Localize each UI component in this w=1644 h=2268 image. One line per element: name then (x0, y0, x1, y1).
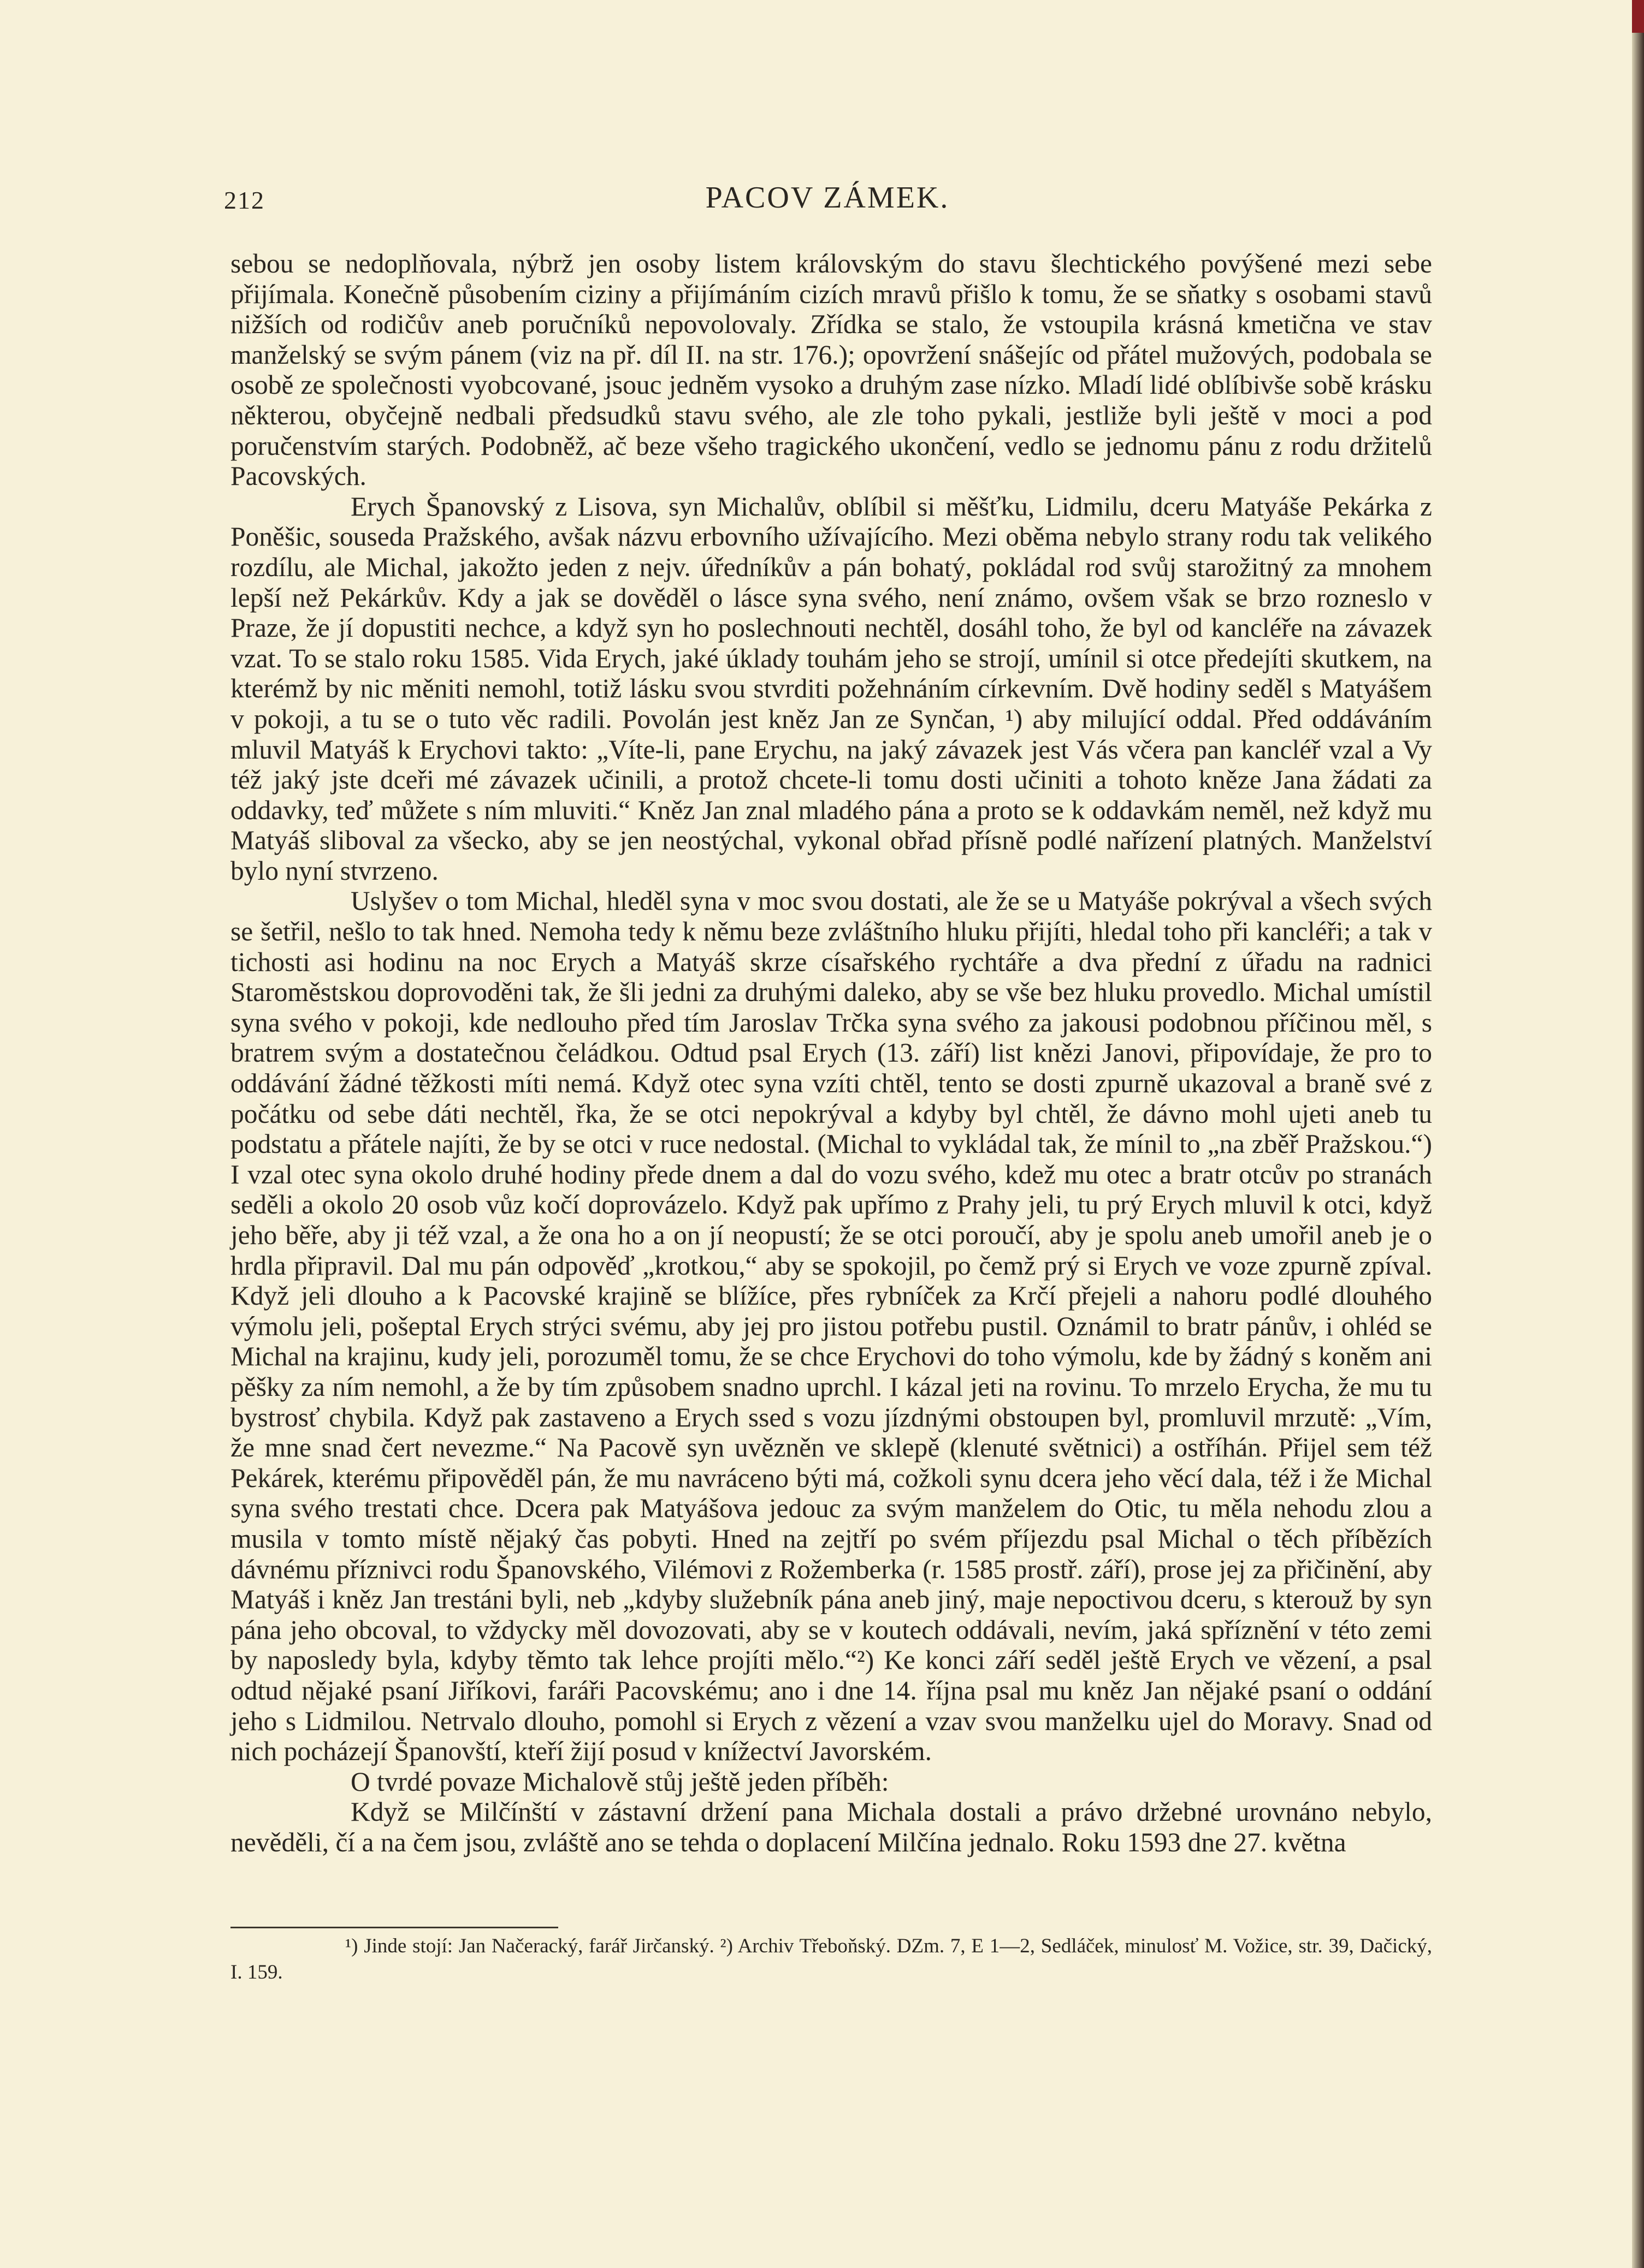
page-header (224, 180, 1431, 224)
footnote-text: ¹) Jinde stojí: Jan Načeracký, farář Jirčanský. ²) Archiv Třeboňský. DZm. 7, E 1—2, Sedláček, minulosť M. Vožice, str. 39, Dačický, I. 159. (230, 1935, 1432, 1983)
footnote-divider (230, 1927, 558, 1928)
paragraph-5: Když se Milčínští v zástavní držení pana Michala dostali a právo držebné urovnáno nebylo, nevěděli, čí a na čem jsou, zvláště ano se tehda o doplacení Milčína jednalo. Roku 1593 dne 27. května (230, 1797, 1432, 1857)
page-number: 212 (224, 186, 265, 214)
paragraph-1: sebou se nedoplňovala, nýbrž jen osoby listem královským do stavu šlechtického povýšené mezi sebe přijímala. Konečně působením ciziny a přijímáním cizích mravů přišlo k tomu, že se sňatky s osobami stavů nižších od rodičův aneb poručníků nepovolovaly. Zřídka se stalo, že vstoupila krásná kmetična ve stav manželský se svým pánem (viz na př. díl II. na str. 176.); opovržení snášejíc od přátel mužových, podobala se osobě ze společnosti vyobcované, jsouc jedněm vysoko a druhým zase nízko. Mladí lidé oblíbivše sobě krásku některou, obyčejně nedbali předsudků stavu svého, ale zle toho pykali, jestliže byli ještě v moci a pod poručenstvím starých. Podobněž, ač beze všeho tragického ukončení, vedlo se jednomu pánu z rodu držitelů Pacovských. (230, 248, 1432, 492)
book-page-edge (1632, 0, 1644, 2268)
footnotes (230, 1933, 1432, 1986)
paragraph-4: O tvrdé povaze Michalově stůj ještě jeden příběh: (351, 1766, 889, 1797)
bookmark-ribbon (1632, 0, 1644, 33)
paragraph-2: Erych Španovský z Lisova, syn Michalův, oblíbil si měšťku, Lidmilu, dceru Matyáše Pekárka z Poněšic, souseda Pražského, avšak názvu erbovního užívajícího. Mezi oběma nebylo strany rodu tak velikého rozdílu, ale Michal, jakožto jeden z nejv. úředníkův a pán bohatý, pokládal rod svůj starožitný za mnohem lepší než Pekárkův. Kdy a jak se dověděl o lásce syna svého, není známo, ovšem však se brzo rozneslo v Praze, že jí dopustiti nechce, a když syn ho poslechnouti nechtěl, dosáhl toho, že byl od kancléře na závazek vzat. To se stalo roku 1585. Vida Erych, jaké úklady touhám jeho se strojí, umínil si otce předejíti skutkem, na kterémž by nic měniti nemohl, totiž lásku svou stvrditi požehnáním církevním. Dvě hodiny seděl s Matyášem v pokoji, a tu se o tuto věc radili. Povolán jest kněz Jan ze Synčan, ¹) aby milující oddal. Před oddáváním mluvil Matyáš k Erychovi takto: „Víte-li, pane Erychu, na jaký závazek jest Vás včera pan kancléř vzal a Vy též jaký jste dceři mé závazek učinili, a protož chcete-li tomu dosti učiniti a tohoto kněze Jana žádati za oddavky, teď můžete s ním mluviti.“ Kněz Jan znal mladého pána a proto se k oddavkám neměl, než když mu Matyáš sliboval za všecko, aby se jen neostýchal, vykonal obřad přísně podlé nařízení platných. Manželství bylo nyní stvrzeno. (230, 491, 1432, 886)
body-text (230, 248, 1432, 1857)
paragraph-3: Uslyšev o tom Michal, hleděl syna v moc svou dostati, ale že se u Matyáše pokrýval a všech svých se šetřil, nešlo to tak hned. Nemoha tedy k němu beze zvláštního hluku přijíti, hledal toho při kancléři; a tak v tichosti asi hodinu na noc Erych a Matyáš skrze císařského rychtáře a dva přední z úřadu na radnici Staroměstskou doprovoděni tak, že šli jedni za druhými daleko, aby se vše bez hluku provedlo. Michal umístil syna svého v pokoji, kde nedlouho před tím Jaroslav Trčka syna svého za jakousi podobnou příčinou měl, s bratrem svým a dostatečnou čeládkou. Odtud psal Erych (13. září) list knězi Janovi, připovídaje, že pro to oddávání žádné těžkosti míti nemá. Když otec syna vzíti chtěl, tento se dosti zpurně ukazoval a braně své z počátku od sebe dáti nechtěl, řka, že se otci nepokrýval a kdyby byl chtěl, že dávno mohl ujeti aneb tu podstatu a přátele najíti, že by se otci v ruce nedostal. (Michal to vykládal tak, že mínil to „na zběř Pražskou.“) I vzal otec syna okolo druhé hodiny přede dnem a dal do vozu svého, kdež mu otec a bratr otcův po stranách seděli a okolo 20 osob vůz kočí doprovázelo. Když pak upřímo z Prahy jeli, tu prý Erych mluvil k otci, když jeho běře, aby ji též vzal, a že ona ho a on jí neopustí; že se otci poroučí, aby je spolu aneb umořil aneb je o hrdla připravil. Dal mu pán odpověď „krotkou,“ aby se spokojil, po čemž prý si Erych ve voze zpurně zpíval. Když jeli dlouho a k Pacovské krajině se blížíce, přes rybníček za Krčí přejeli a nahoru podlé dlouhého výmolu jeli, pošeptal Erych strýci svému, aby jej pro jistou potřebu pustil. Oznámil to bratr pánův, i ohléd se Michal na krajinu, kudy jeli, porozuměl tomu, že se chce Erychovi do toho výmolu, kde by žádný s koněm ani pěšky za ním nemohl, a že by tím způsobem snadno uprchl. I kázal jeti na rovinu. To mrzelo Erycha, že mu tu bystrosť chybila. Když pak zastaveno a Erych ssed s vozu jízdnými obstoupen byl, promluvil mrzutě: „Vím, že mne snad čert nevezme.“ Na Pacově syn uvězněn ve sklepě (klenuté světnici) a ostříhán. Přijel sem též Pekárek, kterému připověděl pán, že mu navráceno býti má, cožkoli synu dcera jeho věcí dala, též i že Michal syna svého trestati chce. Dcera pak Matyášova jedouc za svým manželem do Otic, tu měla nehodu zlou a musila v tomto místě nějaký čas pobyti. Hned na zejtří po svém příjezdu psal Michal o těch příbězích dávnému příznivci rodu Španovského, Vilémovi z Rožemberka (r. 1585 prostř. září), prose jej za přičinění, aby Matyáš i kněz Jan trestáni byli, neb „kdyby služebník pána aneb jiný, maje nepoctivou dceru, s kterouž by syn pána jeho obcoval, to vždycky měl dovozovati, aby se v koutech oddávali, nevím, jaká spříznění v této zemi by naposledy byla, kdyby těmto tak lehce projíti mělo.“²) Ke konci září seděl ještě Erych ve vězení, a psal odtud nějaké psaní Jiříkovi, faráři Pacovskému; ano i dne 14. října psal mu kněz Jan nějaké psaní o oddání jeho s Lidmilou. Netrvalo dlouho, pomohl si Erych z vězení a vzav svou manželku ujel do Moravy. Snad od nich pocházejí Španovští, kteří žijí posud v knížectví Javorském. (230, 886, 1432, 1767)
running-title: PACOV ZÁMEK. (705, 181, 950, 215)
